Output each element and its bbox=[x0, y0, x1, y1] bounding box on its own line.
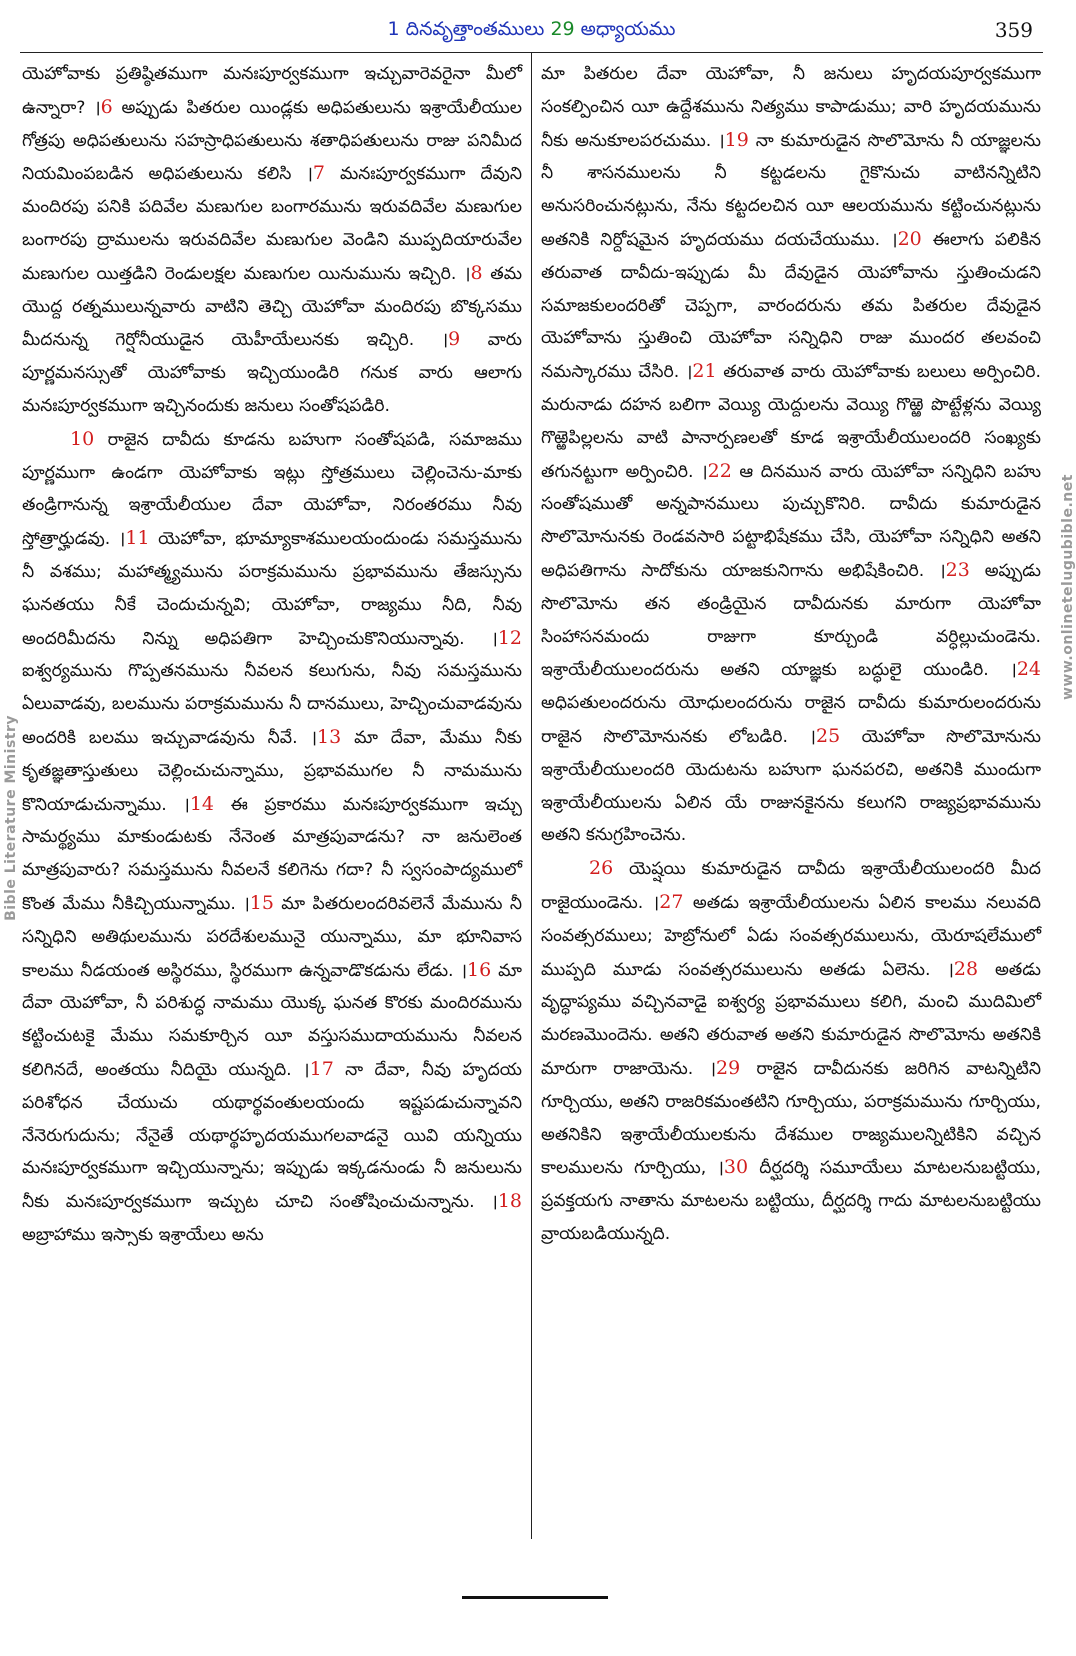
verse-text: అబ్రాహాము ఇస్సాకు ఇశ్రాయేలు అను bbox=[22, 1224, 264, 1245]
verse-number: 27 bbox=[659, 890, 684, 913]
verse-number: 28 bbox=[953, 957, 979, 980]
verse-text: మా పితరులందరివలెనే మేమును నీ సన్నిధిని అతిథులమును పరదేశులమునై యున్నాము, మా భూనివాస కాలము నీడయంత అస్థిరము, స్థిరముగా ఉన్నవాడొకడును లేడు. । bbox=[22, 893, 523, 981]
verse-number: 26 bbox=[589, 857, 614, 880]
column-divider bbox=[531, 52, 532, 1539]
verse-text: నా కుమారుడైన సొలొమోను నీ యాజ్ఞలను నీ శాసనములను నీ కట్టడలను గైకొనుచు వాటినన్నిటిని అనుసరించునట్లును, నేను కట్టదలచిన యీ ఆలయమును కట్టించునట్లును అతనికి నిర్దోషమైన హృదయము దయచేయుము. । bbox=[541, 130, 1041, 250]
verse-text: మా పితరుల దేవా యెహోవా, నీ జనులు హృదయపూర్వకముగా సంకల్పించిన యీ ఉద్దేశమును నిత్యము కాపాడుము; వారి హృదయమును నీకు అనుకూలపరచుము. । bbox=[541, 64, 1041, 151]
verse-text: మా దేవా యెహోవా, నీ పరిశుద్ధ నామము యొక్క ఘనత కొరకు మందిరమును కట్టించుటకై మేము సమకూర్చిన యీ వస్తుసముదాయమును నీవలన కలిగినదే, అంతయు నీదియై యున్నది. । bbox=[22, 960, 523, 1080]
verse-number: 21 bbox=[692, 360, 717, 383]
verse-number: 18 bbox=[497, 1190, 522, 1213]
page-header bbox=[30, 18, 1033, 54]
page-number: 359 bbox=[994, 18, 1033, 42]
left-column bbox=[22, 58, 522, 1252]
verse-text: అతడు వృద్ధాప్యము వచ్చినవాడై ఐశ్వర్య ప్రభావములు కలిగి, మంచి ముదిమిలో మరణమొందెను. అతని తరువాత అతని కుమారుడైన సొలొమోను అతనికి మారుగా రాజాయెను. । bbox=[541, 959, 1041, 1079]
verse-number: 12 bbox=[497, 626, 522, 649]
verse-text: ఈ ప్రకారము మనఃపూర్వకముగా ఇచ్చు సామర్థ్యము మాకుండుటకు నేనెంత మాత్రపువాడను? నా జనులెంత మాత్రపువారు? సమస్తమును నీవలనే కలిగెను గదా? నీ స్వసంపాద్యములో కొంత మేము నీకిచ్చియున్నాము. । bbox=[22, 794, 522, 914]
verse-number: 19 bbox=[724, 128, 749, 151]
verse-number: 20 bbox=[897, 227, 922, 250]
verse-text: మా దేవా, మేము నీకు కృతజ్ఞతాస్తుతులు చెల్లించుచున్నాము, ప్రభావముగల నీ నామమును కొనియాడుచున్నాము. । bbox=[22, 727, 522, 815]
verse-text: యెహోవాకు ప్రతిష్ఠితముగా మనఃపూర్వకముగా ఇచ్చువారెవరైనా మీలో ఉన్నారా? । bbox=[22, 64, 522, 118]
verse-number: 16 bbox=[467, 958, 492, 981]
verse-text: యెహోవా, భూమ్యాకాశములయందుండు సమస్తమును నీ వశము; మహాత్మ్యమును పరాక్రమమును ప్రభావమును తేజస్సును ఘనతయు నీకే చెందుచున్నవి; యెహోవా, రాజ్యము నీది, నీవు అందరిమీదను నిన్ను అధిపతిగా హెచ్చించుకొనియున్నావు. । bbox=[22, 529, 522, 649]
watermark-right: www.onlinetelugubible.net bbox=[1060, 474, 1076, 700]
paragraph bbox=[541, 852, 1041, 1251]
verse-text: నా దేవా, నీవు హృదయ పరిశోధన చేయుచు యథార్థవంతులయందు ఇష్టపడుచున్నావని నేనెరుగుదును; నేనైతే యథార్థహృదయముగలవాడనై యివి యన్నియు మనఃపూర్వకముగా ఇచ్చియున్నాను; ఇప్పుడు ఇక్కడనుండు నీ జనులును నీకు మనఃపూర్వకముగా ఇచ్చుట చూచి సంతోషించుచున్నాను. । bbox=[22, 1059, 522, 1213]
verse-text: అతడు ఇశ్రాయేలీయులను ఏలిన కాలము నలువది సంవత్సరములు; హెబ్రోనులో ఏడు సంవత్సరములును, యెరూషలేములో ముప్పది మూడు సంవత్సరములును అతడు ఏలెను. । bbox=[541, 892, 1041, 980]
right-column bbox=[541, 58, 1041, 1251]
verse-text: అధిపతులందరును యోధులందరును రాజైన దావీదు కుమారులందరును రాజైన సొలొమోనునకు లోబడిరి. । bbox=[541, 693, 1041, 747]
verse-number: 10 bbox=[70, 427, 95, 450]
verse-number: 8 bbox=[470, 261, 483, 284]
running-title bbox=[30, 18, 1033, 45]
verse-text: వారు పూర్ణమనస్సుతో యెహోవాకు ఇచ్చియుండిరి గనుక వారు ఆలాగు మనఃపూర్వకముగా ఇచ్చినందుకు జనులు సంతోషపడిరి. bbox=[22, 330, 522, 416]
verse-number: 7 bbox=[312, 162, 325, 185]
book-name: 1 దినవృత్తాంతములు bbox=[387, 18, 545, 40]
verse-text: ఈలాగు పలికిన తరువాత దావీదు-ఇప్పుడు మీ దేవుడైన యెహోవాను స్తుతించుడని సమాజకులందరితో చెప్పగా, వారందరును తమ పితరుల దేవుడైన యెహోవాను స్తుతించి యెహోవా సన్నిధిని రాజు ముందర తలవంచి నమస్కారము చేసిరి. । bbox=[541, 229, 1041, 383]
verse-text: రాజైన దావీదు కూడను బహుగా సంతోషపడి, సమాజము పూర్ణముగా ఉండగా యెహోవాకు ఇట్లు స్తోత్రములు చెల్లించెను-మాకు తండ్రిగానున్న ఇశ్రాయేలీయుల దేవా యెహోవా, నిరంతరము నీవు స్తోత్రార్హుడవు. । bbox=[22, 429, 522, 550]
verse-text: ఆ దినమున వారు యెహోవా సన్నిధిని బహు సంతోషముతో అన్నపానములు పుచ్చుకొనిరి. దావీదు కుమారుడైన సొలొమోనునకు రెండవసారి పట్టాభిషేకము చేసి, యెహోవా సన్నిధిని అతని అధిపతిగాను సాదోకును యాజకునిగాను అభిషేకించిరి. । bbox=[541, 461, 1041, 581]
verse-number: 9 bbox=[448, 328, 461, 351]
verse-number: 6 bbox=[100, 95, 113, 118]
footer-rule bbox=[462, 1596, 608, 1599]
verse-number: 17 bbox=[309, 1057, 334, 1080]
verse-text: ఐశ్వర్యమును గొప్పతనమును నీవలన కలుగును, నీవు సమస్తమును ఏలువాడవు, బలమును పరాక్రమమును నీ దానములు, హెచ్చించువాడవును అందరికి బలము ఇచ్చువాడవును నీవే. । bbox=[22, 661, 522, 748]
verse-number: 30 bbox=[723, 1156, 749, 1179]
verse-text: అప్పుడు పితరుల యిండ్లకు అధిపతులును ఇశ్రాయేలీయుల గోత్రపు అధిపతులును సహస్రాధిపతులును శతాధిపతులును రాజు పనిమీద నియమింపబడిన అధిపతులును కలిసి । bbox=[22, 97, 522, 185]
verse-text: యెష్షయి కుమారుడైన దావీదు ఇశ్రాయేలీయులందరి మీద రాజైయుండెను. । bbox=[541, 859, 1041, 913]
verse-text: యెహోవా సొలొమోనును ఇశ్రాయేలీయులందరి యెదుటను బహుగా ఘనపరచి, అతనికి ముందుగా ఇశ్రాయేలీయులను ఏలిన యే రాజునకైనను కలుగని రాజ్యప్రభావమును అతని కనుగ్రహించెను. bbox=[541, 726, 1041, 846]
verse-number: 11 bbox=[125, 527, 150, 550]
verse-number: 15 bbox=[249, 891, 274, 914]
verse-number: 29 bbox=[716, 1056, 741, 1079]
verse-number: 22 bbox=[707, 459, 732, 482]
verse-number: 13 bbox=[317, 725, 342, 748]
verse-text: దీర్ఘదర్శి సమూయేలు మాటలనుబట్టియు, ప్రవక్తయగు నాతాను మాటలను బట్టియు, దీర్ఘదర్శి గాదు మాటలనుబట్టియు వ్రాయబడియున్నది. bbox=[541, 1158, 1041, 1244]
verse-number: 14 bbox=[189, 792, 215, 815]
verse-text: తమ యొద్ద రత్నములున్నవారు వాటిని తెచ్చి యెహోవా మందిరపు బొక్కసము మీదనున్న గెర్షోనీయుడైన యెహీయేలునకు ఇచ్చిరి. । bbox=[22, 263, 522, 351]
chapter-word: అధ్యాయము bbox=[580, 18, 676, 40]
verse-text: రాజైన దావీదునకు జరిగిన వాటన్నిటిని గూర్చియు, అతని రాజరికమంతటిని గూర్చియు, పరాక్రమమును గూర్చియు, అతనికిని ఇశ్రాయేలీయులకును దేశముల రాజ్యములన్నిటికిని వచ్చిన కాలములను గూర్చియు, । bbox=[541, 1058, 1041, 1179]
watermark-left: Bible Literature Ministry bbox=[3, 715, 19, 921]
paragraph bbox=[22, 423, 522, 1252]
verse-number: 25 bbox=[815, 724, 841, 747]
paragraph bbox=[541, 58, 1041, 852]
verse-text: తరువాత వారు యెహోవాకు బలులు అర్పించిరి. మరునాడు దహన బలిగా వెయ్యి యెద్దులను వెయ్యి గొఱ్ఱె పొట్టేళ్లను వెయ్యి గొఱ్ఱెపిల్లలను వాటి పానార్పణలతో కూడ ఇశ్రాయేలీయులందరి సంఖ్యకు తగునట్టుగా అర్పించిరి. । bbox=[541, 362, 1041, 482]
verse-text: మనఃపూర్వకముగా దేవుని మందిరపు పనికి పదివేల మణుగుల బంగారమును ఇరువదివేల మణుగుల బంగారపు ద్రాములను ఇరువదివేల మణుగుల వెండిని ముప్పదియారువేల మణుగుల యిత్తడిని రెండులక్షల మణుగుల యినుమును ఇచ్చిరి. । bbox=[22, 164, 522, 284]
chapter-number: 29 bbox=[550, 18, 575, 40]
verse-text: అప్పుడు సొలొమోను తన తండ్రియైన దావీదునకు మారుగా యెహోవా సింహాసనమందు రాజుగా కూర్చుండి వర్ధిల్లుచుండెను. ఇశ్రాయేలీయులందరును అతని యాజ్ఞకు బద్ధులై యుండిరి. । bbox=[541, 560, 1041, 681]
verse-number: 24 bbox=[1016, 658, 1041, 681]
paragraph bbox=[22, 58, 522, 423]
verse-number: 23 bbox=[945, 558, 970, 581]
